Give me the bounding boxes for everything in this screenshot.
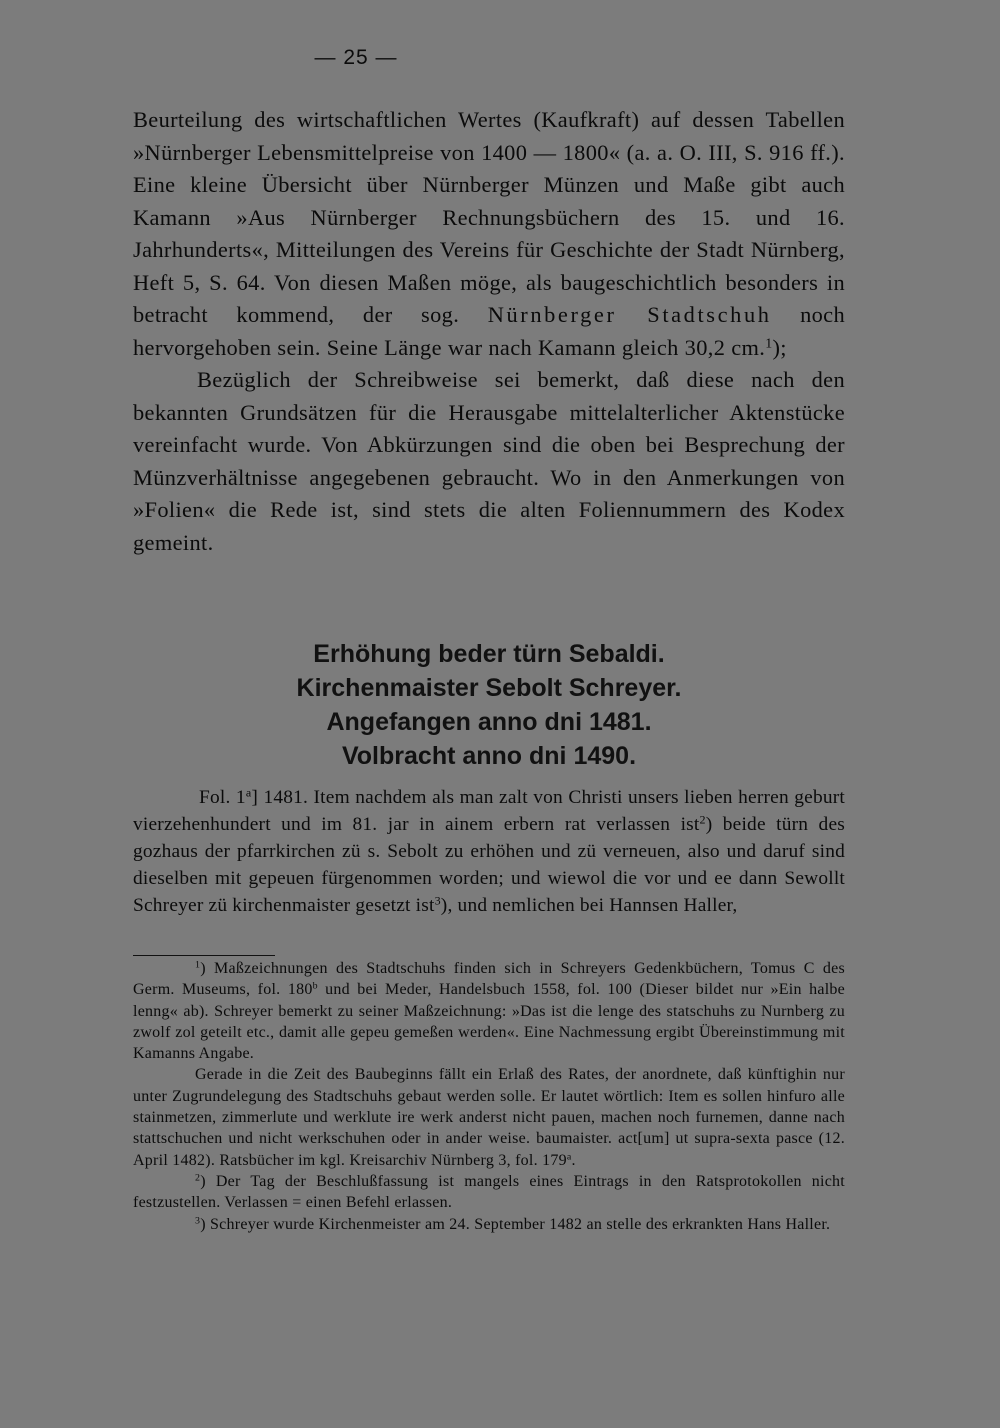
page-number: — 25 — (314, 46, 398, 69)
footnote-3-number: 3 (195, 1215, 201, 1227)
source-paragraph (133, 784, 845, 919)
footnote-1-sup-b: b (312, 980, 318, 992)
source-text (133, 784, 845, 919)
footnote-1-text-b: und bei Meder, Handelsbuch 1558, fol. 100 (Dieser bildet nur »Ein halbe lenng« ab). Schreyer bemerkt zu seiner Maßzeichnung: »Das ist die lenge des statschuhs zu Nurnberg zu zwolf zol geteilt etc., damit alle gepeu gemeßen werden«. Eine Nachmessung ergibt Übereinstimmung mit Kamanns Angabe. (133, 981, 846, 1063)
footnote-2 (133, 1171, 845, 1214)
intro-paragraph-1 (133, 104, 845, 364)
folio-sup: a (245, 785, 252, 800)
footnote-2-text: ) Der Tag der Beschlußfassung ist mangels eines Eintrags in den Ratsprotokollen nicht festzustellen. Verlassen = einen Befehl erlassen. (133, 1172, 845, 1212)
heading-line-4: Volbracht anno dni 1490. (341, 742, 637, 770)
footnote-1-p2-text: Gerade in die Zeit des Baubeginns fällt ein Erlaß des Rates, der anordnete, daß künftighin nur unter Zugrundelegung des Stadtschuhs gebaut werden solle. Er lautet wörtlich: Item es sollen hinfuro alle stainmetzen, zimmerlute und werklute ire werk anderst nicht pauen, machen noch furnemen, danne nach stattschuchen und nicht werkschuhen oder in ander weise. baumaister. act[um] ut supra-sexta pasce (12. April 1482). Ratsbücher im kgl. Kreisarchiv Nürnberg 3, fol. 179 (133, 1066, 845, 1169)
intro-p1-text-b: noch hervorgehoben sein. Seine Länge war nach Kamann gleich 30,2 cm. (133, 302, 846, 360)
footnote-ref-2: 2 (699, 812, 706, 827)
intro-p1-text-a: Beurteilung des wirtschaftlichen Wertes (Kaufkraft) auf dessen Tabellen »Nürnberger Lebensmittelpreise von 1400 — 1800« (a. a. O. III, S. 916 ff.). Eine kleine Übersicht über Nürnberger Münzen und Maße gibt auch Kamann »Aus Nürnberger Rechnungsbüchern des 15. und 16. Jahrhunderts«, Mitteilungen des Vereins für Geschichte der Stadt Nürnberg, Heft 5, S. 64. Von diesen Maßen möge, als baugeschichtlich besonders in betracht kommend, der sog. (133, 107, 845, 327)
section-heading (133, 637, 845, 773)
footnote-1-text-a: ) Maßzeichnungen des Stadtschuhs finden sich in Schreyers Gedenkbüchern, Tomus C des Germ. Museums, fol. 180 (133, 960, 845, 999)
footnote-2-number: 2 (195, 1172, 201, 1184)
source-text-1: ] 1481. Item nachdem als man zalt von Christi unsers lieben herren geburt vierzehenhundert und im 81. jar in ainem erbern rat verlassen ist (133, 787, 845, 835)
intro-text (133, 104, 845, 559)
footnote-1-number: 1 (195, 959, 201, 971)
footnote-1-paragraph-2 (133, 1064, 845, 1170)
footnote-3 (133, 1214, 845, 1235)
folio-label: Fol. 1 (199, 787, 246, 808)
source-text-2: ) beide türn des gozhaus der pfarrkirchen zü s. Sebolt zu erhöhen und zü verneuen, also und daruf sind dieselben mit gepeuen fürgenommen worden; und wiewol die vor und ee dann Sewollt Schreyer zü kirchenmaister gesetzt ist (133, 814, 845, 916)
footnote-rule (133, 955, 275, 956)
heading-line-1: Erhöhung beder türn Sebaldi. (313, 640, 665, 668)
intro-p1-spaced-term: Nürnberger Stadtschuh (487, 302, 772, 327)
intro-p1-text-c: ); (772, 334, 787, 360)
heading-line-3: Angefangen anno dni 1481. (326, 708, 652, 736)
footnote-ref-1: 1 (765, 335, 773, 351)
footnote-1 (133, 958, 845, 1064)
footnote-1-p2-end: . (571, 1151, 576, 1169)
footnote-3-text: ) Schreyer wurde Kirchenmeister am 24. September 1482 an stelle des erkrankten Hans Haller. (200, 1215, 831, 1233)
footnote-1-p2-sup: a (566, 1151, 572, 1163)
intro-paragraph-2: Bezüglich der Schreibweise sei bemerkt, daß diese nach den bekannten Grundsätzen für die Herausgabe mittelalterlicher Aktenstücke vereinfacht wurde. Von Abkürzungen sind die oben bei Besprechung der Münzverhältnisse angegebenen gebraucht. Wo in den Anmerkungen von »Folien« die Rede ist, sind stets die alten Foliennummern des Kodex gemeint. (133, 367, 845, 555)
source-text-3: ), und nemlichen bei Hannsen Haller, (440, 895, 738, 916)
heading-line-2: Kirchenmaister Sebolt Schreyer. (296, 674, 682, 702)
footnotes (133, 958, 845, 1235)
footnote-ref-3: 3 (434, 893, 441, 908)
